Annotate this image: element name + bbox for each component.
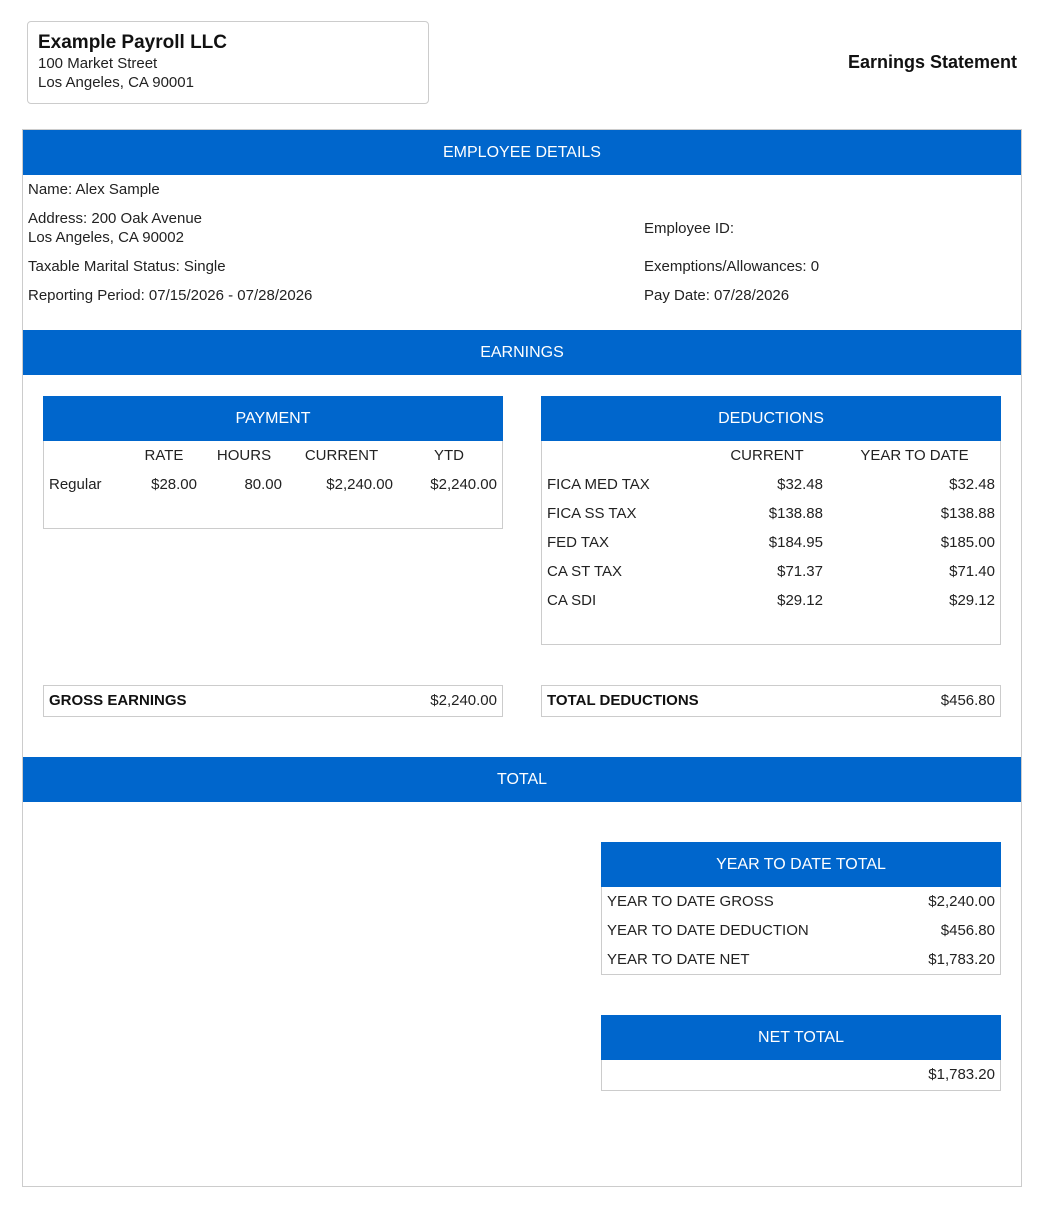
statement-body	[22, 129, 1022, 1187]
ytd-net-value: $1,783.20	[928, 951, 995, 968]
payment-row-current: $2,240.00	[326, 476, 393, 493]
deduction-label: FICA SS TAX	[547, 505, 637, 522]
deduction-current: $184.95	[768, 534, 823, 551]
payment-row-ytd: $2,240.00	[430, 476, 497, 493]
gross-earnings-box	[43, 685, 503, 717]
payment-col-current: CURRENT	[304, 447, 379, 464]
total-deductions-label: TOTAL DEDUCTIONS	[547, 692, 699, 709]
deduction-ytd: $29.12	[949, 592, 995, 609]
deduction-ytd: $185.00	[940, 534, 995, 551]
gross-earnings-label: GROSS EARNINGS	[49, 692, 187, 709]
deduction-current: $71.37	[777, 563, 823, 580]
ytd-total-header: YEAR TO DATE TOTAL	[601, 842, 1001, 887]
employee-address-line1: Address: 200 Oak Avenue	[28, 210, 203, 227]
payment-header: PAYMENT	[43, 396, 503, 441]
gross-earnings-value: $2,240.00	[430, 692, 497, 709]
exemptions: Exemptions/Allowances: 0	[644, 258, 820, 275]
payment-panel	[43, 396, 503, 529]
net-total-header: NET TOTAL	[601, 1015, 1001, 1060]
deductions-header: DEDUCTIONS	[541, 396, 1001, 441]
deduction-current: $32.48	[777, 476, 823, 493]
total-deductions-value: $456.80	[940, 692, 995, 709]
payment-col-rate: RATE	[144, 447, 184, 464]
reporting-period: Reporting Period: 07/15/2026 - 07/28/2026	[28, 287, 313, 304]
employee-name: Name: Alex Sample	[28, 181, 160, 198]
document-title: Earnings Statement	[847, 52, 1017, 72]
total-deductions-box	[541, 685, 1001, 717]
ytd-gross-value: $2,240.00	[928, 893, 995, 910]
deduction-label: FICA MED TAX	[547, 476, 650, 493]
deductions-panel	[541, 396, 1001, 645]
company-info	[27, 21, 429, 104]
deductions-col-current: CURRENT	[730, 447, 804, 464]
ytd-net-label: YEAR TO DATE NET	[607, 951, 750, 968]
deduction-current: $29.12	[777, 592, 823, 609]
company-address-line1: 100 Market Street	[38, 55, 158, 72]
ytd-deduction-label: YEAR TO DATE DEDUCTION	[607, 922, 809, 939]
marital-status: Taxable Marital Status: Single	[28, 258, 226, 275]
net-total-value: $1,783.20	[928, 1066, 995, 1083]
ytd-deduction-value: $456.80	[940, 922, 995, 939]
earnings-header: EARNINGS	[23, 330, 1021, 375]
deduction-current: $138.88	[768, 505, 823, 522]
ytd-total-panel	[601, 842, 1001, 975]
deduction-label: CA ST TAX	[547, 563, 623, 580]
payment-row-rate: $28.00	[151, 476, 197, 493]
employee-details-header: EMPLOYEE DETAILS	[23, 130, 1021, 175]
deduction-ytd: $71.40	[949, 563, 995, 580]
pay-date: Pay Date: 07/28/2026	[644, 287, 790, 304]
deduction-ytd: $138.88	[940, 505, 995, 522]
total-header: TOTAL	[23, 757, 1021, 802]
net-total-panel	[601, 1015, 1001, 1091]
deduction-label: CA SDI	[547, 592, 597, 609]
payment-col-ytd: YTD	[434, 447, 464, 464]
ytd-gross-label: YEAR TO DATE GROSS	[607, 893, 774, 910]
deductions-col-ytd: YEAR TO DATE	[860, 447, 969, 464]
payment-row-hours: 80.00	[244, 476, 282, 493]
deduction-ytd: $32.48	[949, 476, 995, 493]
company-address-line2: Los Angeles, CA 90001	[38, 74, 194, 91]
employee-id: Employee ID:	[644, 220, 735, 237]
employee-address-line2: Los Angeles, CA 90002	[28, 229, 184, 246]
payment-row-label: Regular	[49, 476, 102, 493]
company-name: Example Payroll LLC	[38, 32, 228, 53]
payment-col-hours: HOURS	[216, 447, 272, 464]
deduction-label: FED TAX	[547, 534, 609, 551]
